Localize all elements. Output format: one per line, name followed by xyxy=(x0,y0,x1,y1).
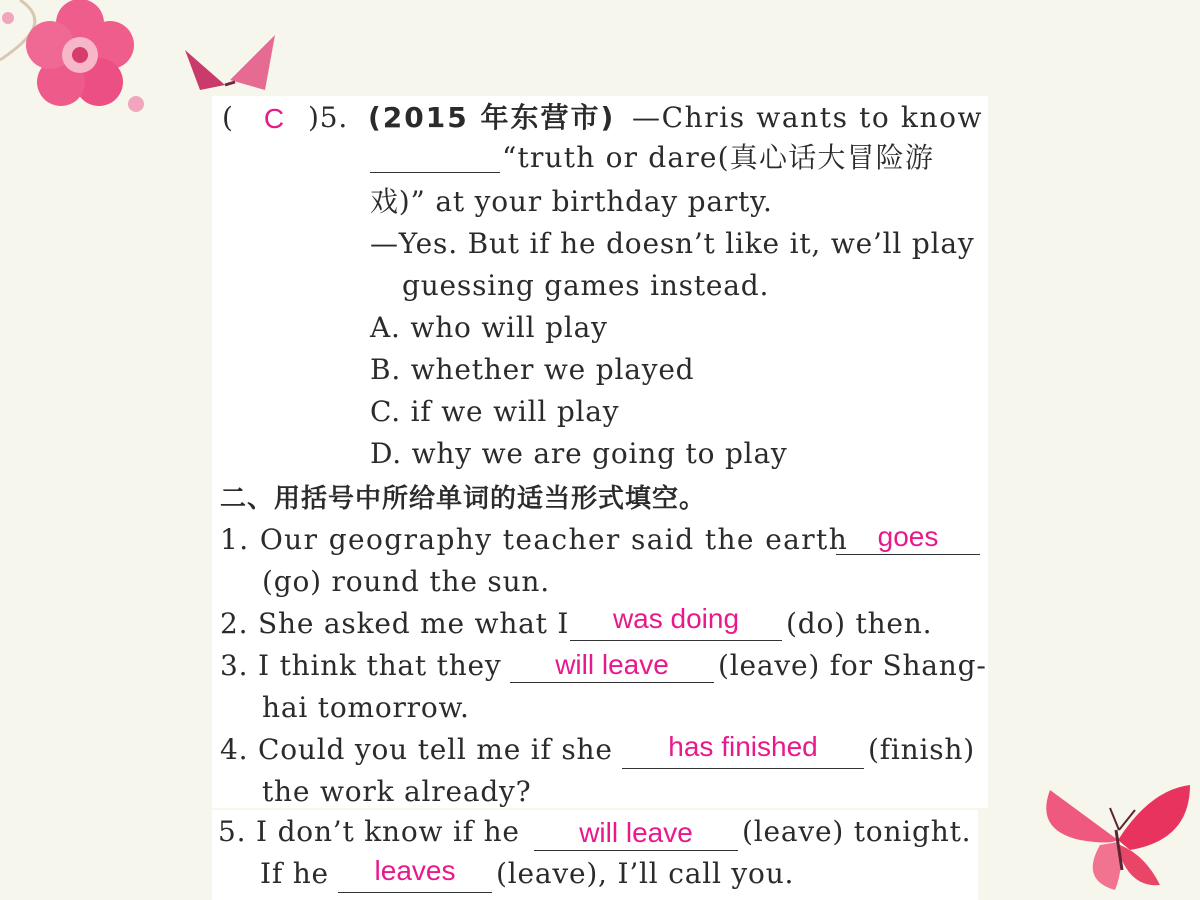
q5-stem-1: —Chris wants to know xyxy=(632,101,984,134)
item2-text: 2. She asked me what I xyxy=(220,607,570,640)
q5-source: (2015 年东营市) xyxy=(368,101,616,134)
item4-text-2: the work already? xyxy=(262,775,532,808)
q5-option-b: B. whether we played xyxy=(370,353,695,386)
item4-blank xyxy=(622,768,864,769)
item1-blank xyxy=(836,554,980,555)
q5-number: )5. xyxy=(308,101,349,134)
item3-text: 3. I think that they xyxy=(220,649,502,682)
item5-blank-2 xyxy=(338,892,492,893)
item4-text: 4. Could you tell me if she xyxy=(220,733,613,766)
item2-answer: was doing xyxy=(612,603,740,634)
item1-text-2: (go) round the sun. xyxy=(262,565,550,598)
item5-blank xyxy=(534,850,738,851)
item2-text-post: (do) then. xyxy=(786,607,933,640)
item5-text-2-post: (leave), I’ll call you. xyxy=(496,857,795,890)
q5-blank xyxy=(370,172,500,173)
q5-stem-3: 戏)” at your birthday party. xyxy=(370,185,773,218)
worksheet-panel-continued xyxy=(212,810,978,900)
worksheet-panel xyxy=(212,96,988,808)
q5-stem-2: “truth or dare(真心话大冒险游 xyxy=(502,141,935,174)
butterfly-decoration xyxy=(1040,770,1200,900)
q5-option-c: C. if we will play xyxy=(370,395,620,428)
item3-text-post: (leave) for Shang- xyxy=(718,649,987,682)
item5-answer: will leave xyxy=(579,817,693,848)
q5-reply-1: —Yes. But if he doesn’t like it, we’ll play xyxy=(370,227,975,260)
item2-blank xyxy=(570,640,782,641)
section-heading: 二、用括号中所给单词的适当形式填空。 xyxy=(220,484,707,514)
item5-answer-2: leaves xyxy=(374,855,456,886)
item5-text: 5. I don’t know if he xyxy=(218,815,520,848)
item1-answer: goes xyxy=(877,521,939,552)
item3-answer: will leave xyxy=(555,649,669,680)
item5-text-post: (leave) tonight. xyxy=(742,815,972,848)
item3-text-2: hai tomorrow. xyxy=(262,691,470,724)
q5-option-d: D. why we are going to play xyxy=(370,437,788,470)
item4-answer: has finished xyxy=(668,731,818,762)
q5-answer: C xyxy=(263,103,285,134)
item5-text-2: If he xyxy=(260,857,329,890)
item3-blank xyxy=(510,682,714,683)
q5-reply-2: guessing games instead. xyxy=(402,269,770,302)
q5-paren-open: ( xyxy=(222,101,234,134)
item1-text: 1. Our geography teacher said the earth xyxy=(220,523,849,556)
item4-text-post: (finish) xyxy=(868,733,975,766)
q5-option-a: A. who will play xyxy=(370,311,608,344)
